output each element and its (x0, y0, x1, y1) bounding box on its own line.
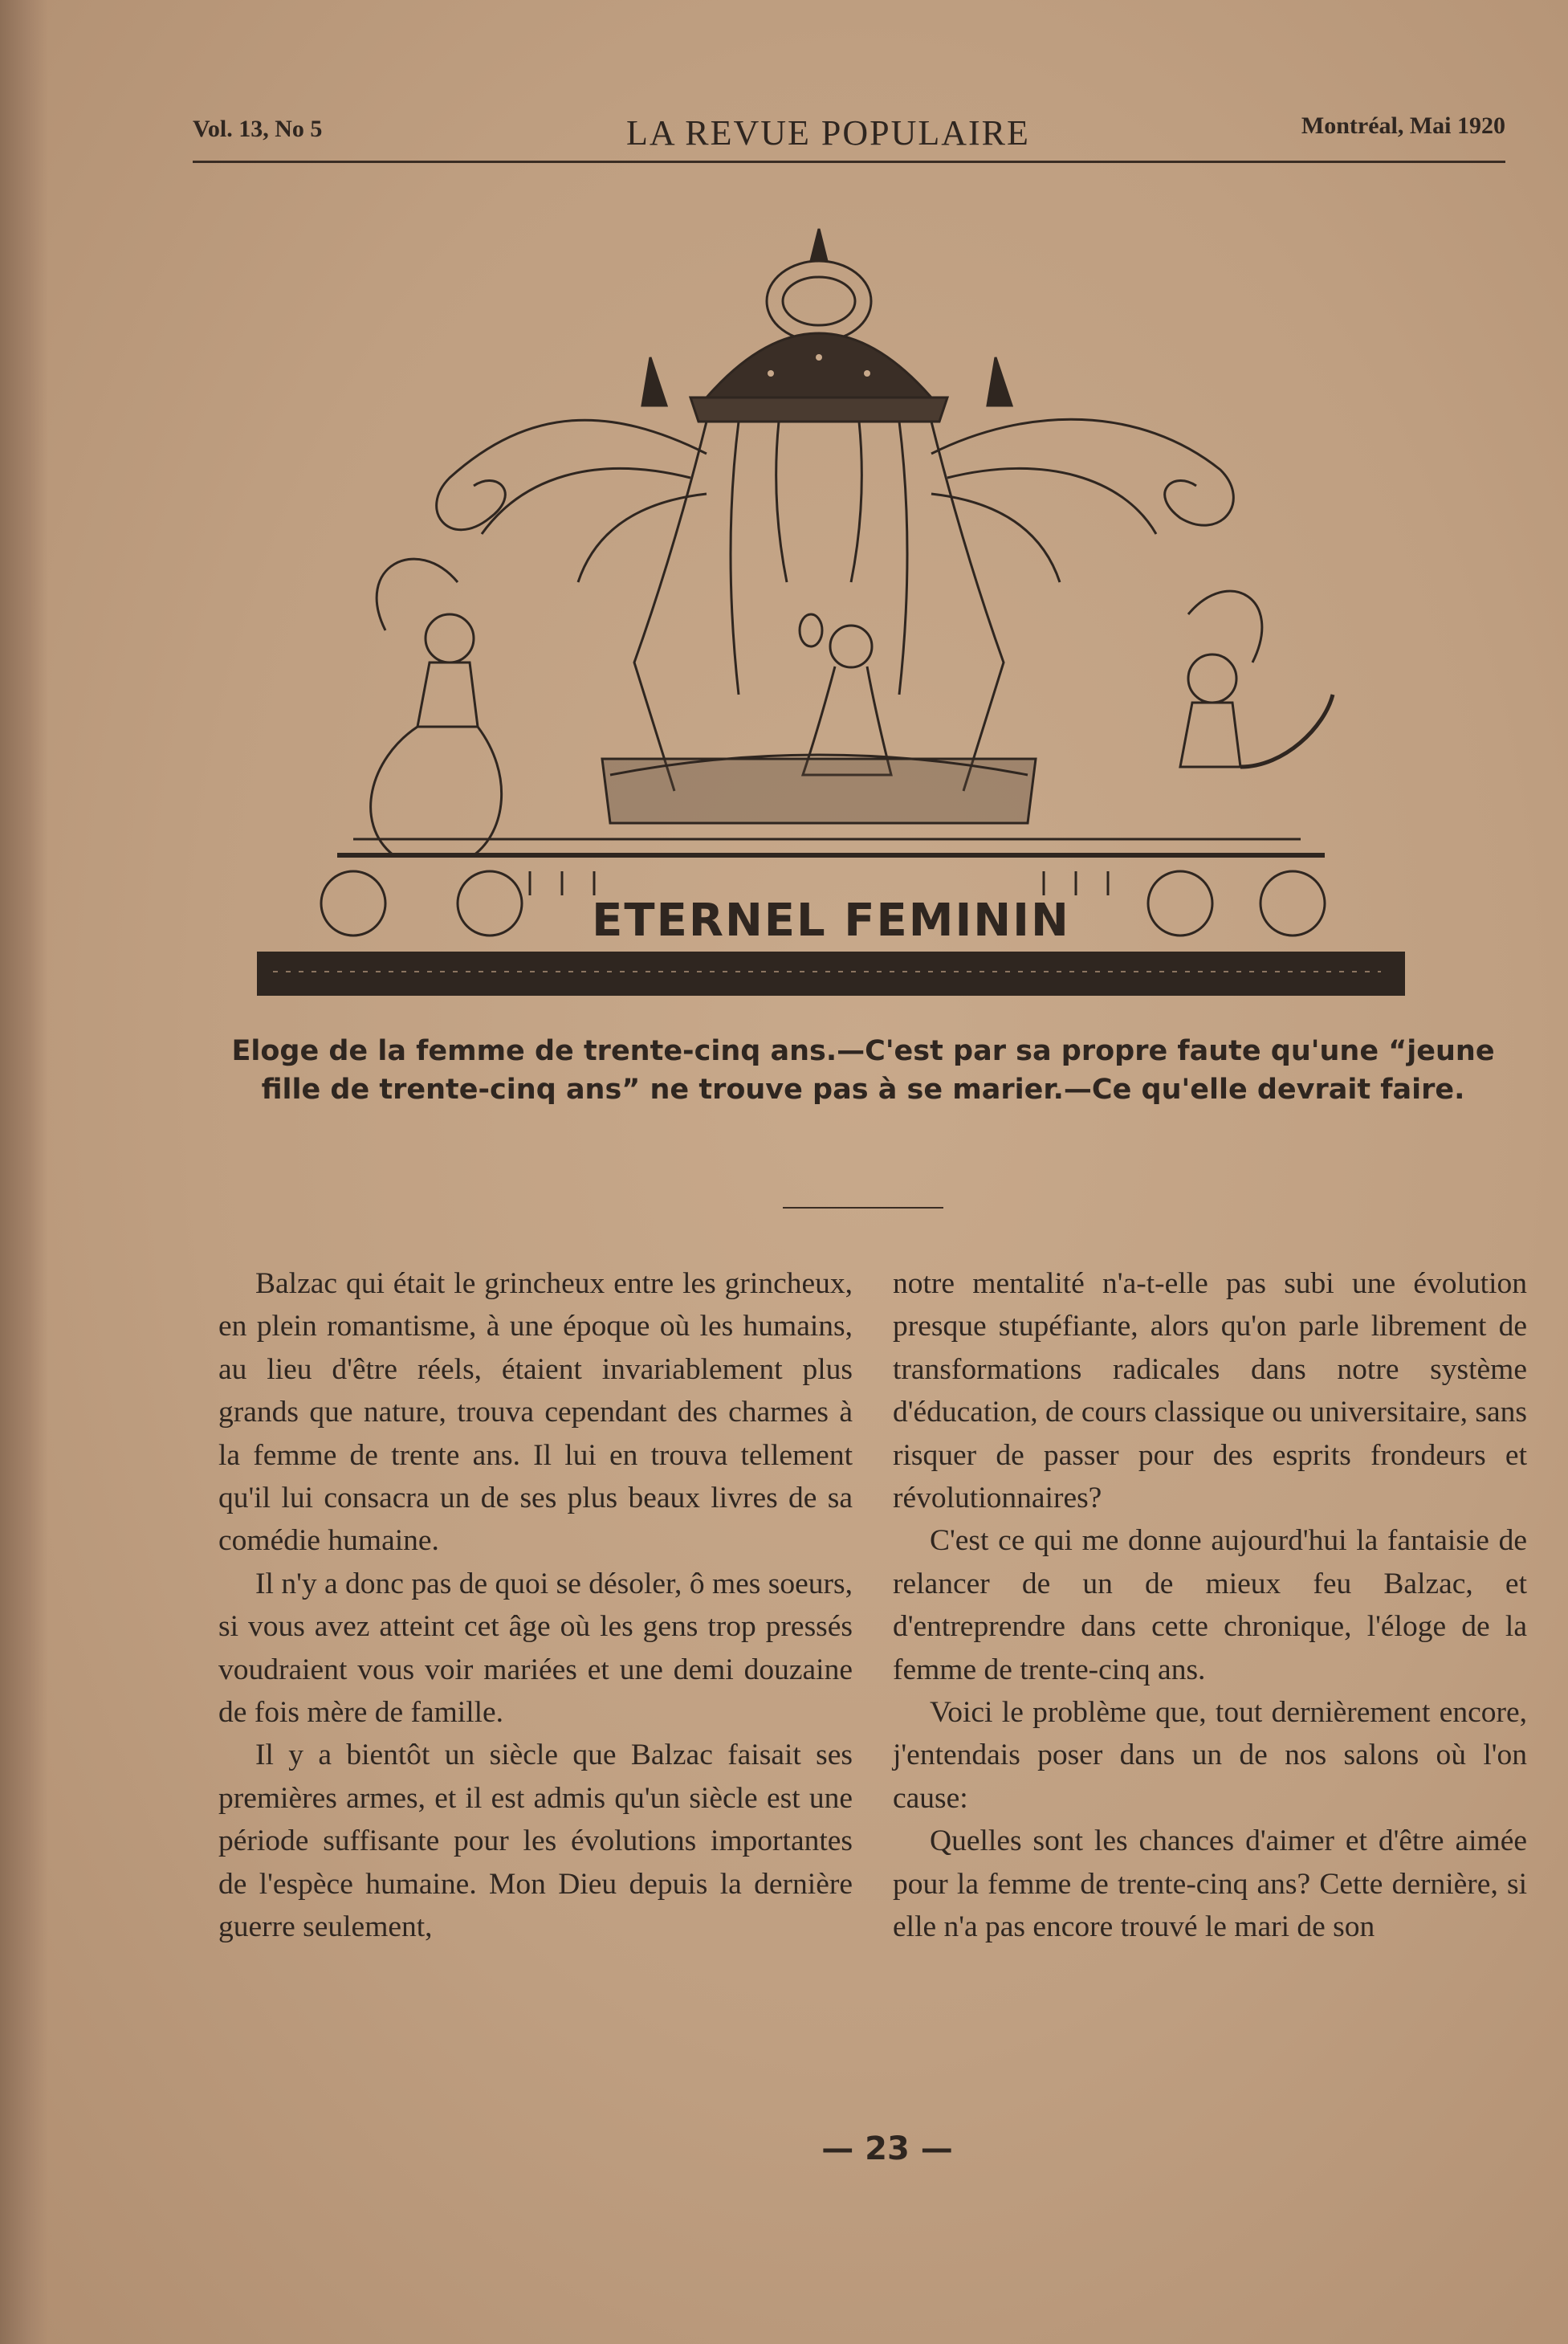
page-number: — 23 — (821, 2130, 953, 2167)
page-binding-shadow (0, 0, 48, 2344)
paragraph: Voici le problème que, tout dernièrement encore, j'entendais poser dans un de nos salons où l'on cause: (893, 1696, 1527, 1815)
publication-title: LA REVUE POPULAIRE (626, 113, 1030, 153)
eternel-feminin-illustration (257, 213, 1405, 1008)
text-column-left (218, 1262, 853, 1949)
paragraph: Balzac qui était le grincheux entre les grincheux, en plein romantisme, à une époque où les humains, au lieu d'être réels, étaient invariablement plus grands que nature, trouva cependant des charmes à la femme de trente ans. Il lui en trouva tellement qu'il lui consacra un de ses plus beaux livres de sa comédie humaine. (218, 1267, 853, 1558)
running-header (193, 112, 1505, 161)
paragraph: Il n'y a donc pas de quoi se désoler, ô mes soeurs, si vous avez atteint cet âge où les gens trop pressés voudraient vous voir mariées et une demi douzaine de fois mère de famille. (218, 1567, 853, 1730)
volume-number: Vol. 13, No 5 (193, 116, 323, 142)
illustration-label: ETERNEL FEMININ (592, 895, 1070, 947)
paragraph: Quelles sont les chances d'aimer et d'être aimée pour la femme de trente-cinq ans? Cette dernière, si elle n'a pas encore trouvé le mari de son (893, 1824, 1527, 1944)
paragraph: notre mentalité n'a-t-elle pas subi une évolution presque stupéfiante, alors qu'on parle librement de transformations radicales dans notre système d'éducation, de cours classique ou universitaire, sans risquer de passer pour des esprits frondeurs et révolutionnaires? (893, 1267, 1527, 1515)
issue-date: Montréal, Mai 1920 (1301, 112, 1505, 139)
paragraph: Il y a bientôt un siècle que Balzac faisait ses premières armes, et il est admis qu'un siècle est une période suffisante pour les évolutions importantes de l'espèce humaine. Mon Dieu depuis la dernière guerre seulement, (218, 1739, 853, 1944)
separator-rule (783, 1207, 943, 1209)
article-caption: Eloge de la femme de trente-cinq ans.—C'est par sa propre faute qu'une “jeune fille de trente-cinq ans” ne trouve pas à se marier.—Ce qu'elle devrait faire. (231, 1035, 1495, 1106)
text-column-right (893, 1262, 1527, 1949)
header-rule (193, 161, 1505, 163)
paragraph: C'est ce qui me donne aujourd'hui la fantaisie de relancer de un de mieux feu Balzac, et d'entreprendre dans cette chronique, l'éloge de la femme de trente-cinq ans. (893, 1524, 1527, 1686)
